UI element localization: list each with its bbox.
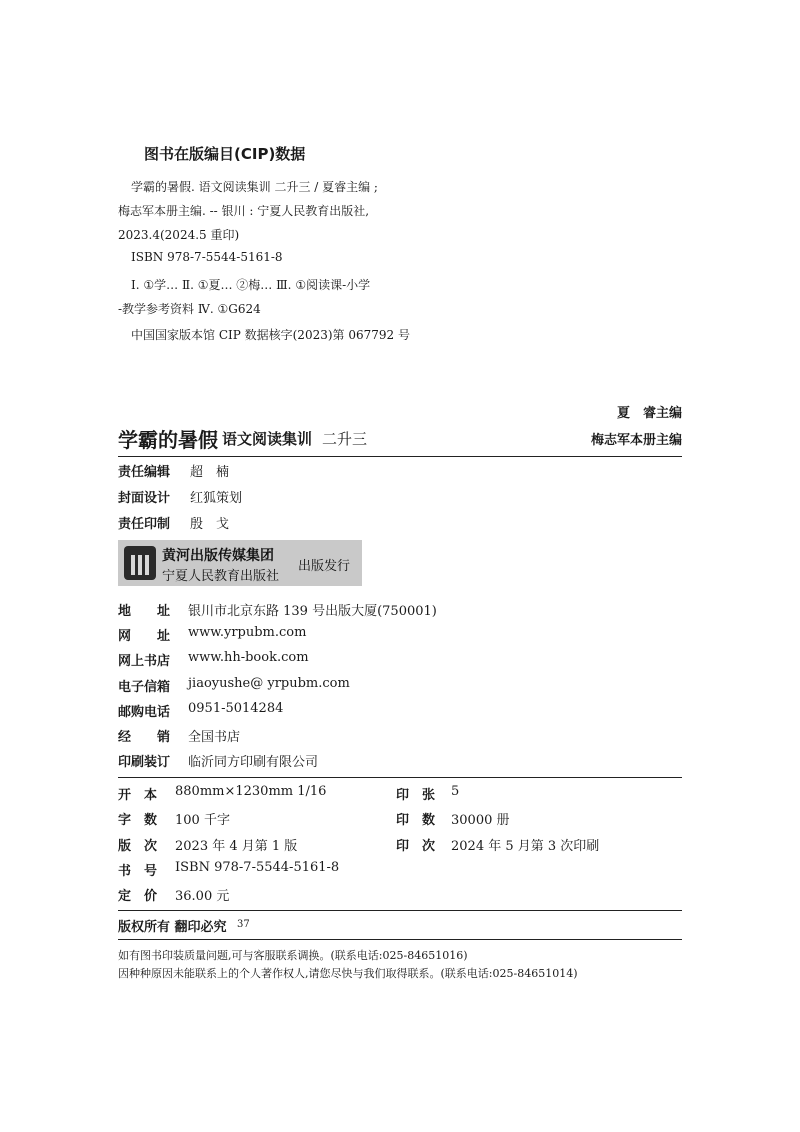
cip-line: -教学参考资料 Ⅳ. ①G624 <box>118 302 261 316</box>
spec-label: 印 数 <box>396 813 436 828</box>
contact-value: www.hh-book.com <box>188 650 309 665</box>
spec-value: 880mm×1230mm 1/16 <box>175 784 327 799</box>
contact-label: 电子信箱 <box>118 680 171 695</box>
contact-value: 临沂同方印刷有限公司 <box>188 755 319 770</box>
spec-value: ISBN 978-7-5544-5161-8 <box>175 860 340 875</box>
cip-line: 学霸的暑假. 语文阅读集训 二升三 / 夏睿主编 ; <box>131 180 378 194</box>
publisher-distribution: 出版发行 <box>298 559 351 574</box>
staff-value: 殷 戈 <box>190 517 230 532</box>
spec-label: 印 张 <box>396 788 436 803</box>
contact-value: 全国书店 <box>188 730 241 745</box>
spec-label: 印 次 <box>396 839 436 854</box>
contact-label: 网 址 <box>118 629 171 644</box>
contact-value: 0951-5014284 <box>188 701 284 716</box>
spec-value: 5 <box>451 784 460 799</box>
spec-value: 36.00 元 <box>175 889 230 904</box>
contact-label: 经 销 <box>118 730 171 745</box>
book-grade: 二升三 <box>322 430 368 448</box>
staff-label: 封面设计 <box>118 491 171 506</box>
book-series: 语文阅读集训 <box>222 430 313 448</box>
cip-line: Ⅰ. ①学… Ⅱ. ①夏… ②梅… Ⅲ. ①阅读课-小学 <box>131 278 371 292</box>
divider <box>118 777 682 778</box>
publisher-group: 黄河出版传媒集团 <box>162 548 274 564</box>
contact-label: 网上书店 <box>118 654 171 669</box>
publisher-logo-box <box>118 540 362 586</box>
spec-label: 定 价 <box>118 889 158 904</box>
book-title: 学霸的暑假 <box>118 428 218 452</box>
contact-value: 银川市北京东路 139 号出版大厦(750001) <box>188 604 437 619</box>
publisher-house: 宁夏人民教育出版社 <box>162 569 280 584</box>
divider <box>118 456 682 457</box>
cip-line: 梅志军本册主编. -- 银川 : 宁夏人民教育出版社, <box>118 204 370 218</box>
spec-label: 字 数 <box>118 813 158 828</box>
staff-value: 超 楠 <box>190 465 230 480</box>
cip-line: 2023.4(2024.5 重印) <box>118 228 240 242</box>
staff-label: 责任编辑 <box>118 465 171 480</box>
spec-value: 2023 年 4 月第 1 版 <box>175 839 298 854</box>
contact-label: 印刷装订 <box>118 755 171 770</box>
staff-label: 责任印制 <box>118 517 171 532</box>
spec-label: 版 次 <box>118 839 158 854</box>
cip-line: 中国国家版本馆 CIP 数据核字(2023)第 067792 号 <box>131 328 410 342</box>
cip-heading: 图书在版编目(CIP)数据 <box>144 145 306 163</box>
copyright-text: 版权所有 翻印必究 <box>118 920 227 935</box>
spec-label: 书 号 <box>118 864 158 879</box>
contact-label: 地 址 <box>118 604 171 619</box>
cip-line: ISBN 978-7-5544-5161-8 <box>131 250 283 264</box>
spec-value: 100 千字 <box>175 813 230 828</box>
divider <box>118 910 682 911</box>
spec-label: 开 本 <box>118 788 158 803</box>
contact-value: jiaoyushe@ yrpubm.com <box>188 676 350 691</box>
spec-value: 2024 年 5 月第 3 次印刷 <box>451 839 600 854</box>
volume-editor: 梅志军本册主编 <box>590 433 682 448</box>
copyright-code: 37 <box>237 919 250 930</box>
spec-value: 30000 册 <box>451 813 510 828</box>
service-note: 因种种原因未能联系上的个人著作权人,请您尽快与我们取得联系。(联系电话:025-84651014) <box>118 967 578 980</box>
contact-value: www.yrpubm.com <box>188 625 307 640</box>
service-note: 如有图书印装质量问题,可与客服联系调换。(联系电话:025-84651016) <box>118 949 468 962</box>
chief-editor: 夏 睿主编 <box>616 406 682 421</box>
contact-label: 邮购电话 <box>118 705 171 720</box>
publisher-logo-icon <box>124 546 156 580</box>
staff-value: 红狐策划 <box>190 491 243 506</box>
divider <box>118 939 682 940</box>
